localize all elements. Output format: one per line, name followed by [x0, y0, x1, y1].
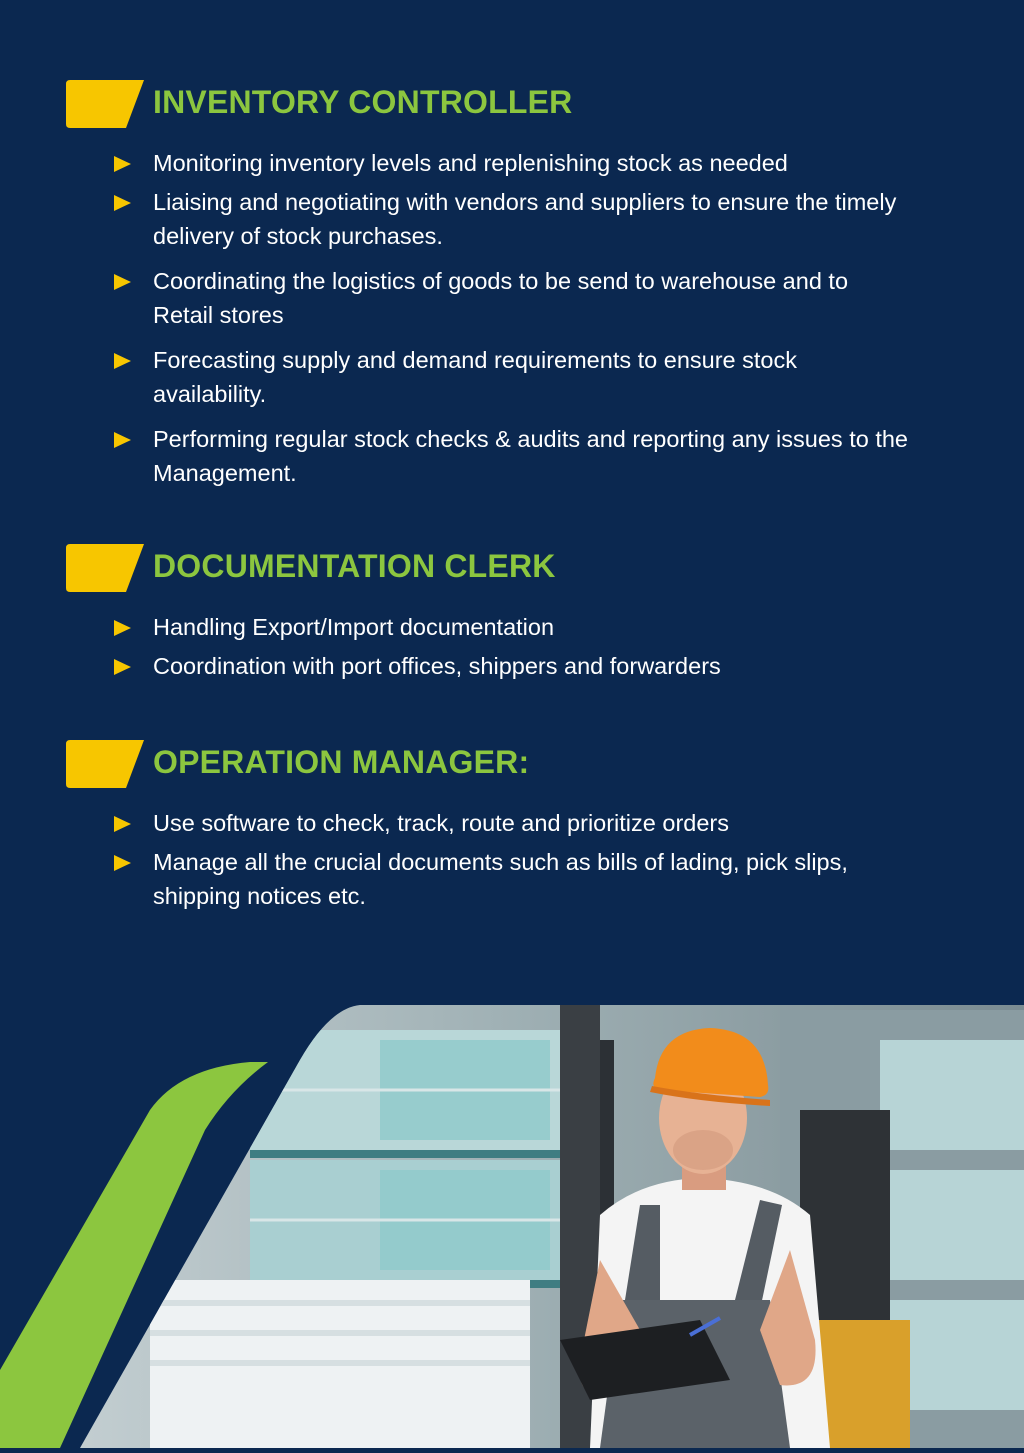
- list-item-text: Coordinating the logistics of goods to be send to warehouse and to Retail stores: [153, 268, 849, 328]
- list-item: [112, 845, 913, 913]
- warehouse-worker-photo: [0, 1000, 1024, 1448]
- bullet-list: [112, 806, 1012, 913]
- arrow-bullet-icon: [114, 353, 131, 369]
- heading-tag-icon: [66, 544, 146, 592]
- list-item-text: Performing regular stock checks & audits and reporting any issues to the Management.: [153, 426, 908, 486]
- arrow-bullet-icon: [114, 659, 131, 675]
- section-heading: DOCUMENTATION CLERK: [153, 548, 556, 584]
- list-item-text: Monitoring inventory levels and replenishing stock as needed: [153, 150, 788, 176]
- list-item-text: Use software to check, track, route and prioritize orders: [153, 810, 729, 836]
- arrow-bullet-icon: [114, 855, 131, 871]
- section-inventory-controller: [66, 80, 966, 495]
- list-item-text: Liaising and negotiating with vendors and suppliers to ensure the timely delivery of stock purchases.: [153, 189, 897, 249]
- list-item: [112, 806, 913, 840]
- section-heading: OPERATION MANAGER:: [153, 744, 530, 780]
- bullet-list: [112, 610, 1012, 683]
- list-item: [112, 264, 913, 332]
- section-heading-row: [66, 80, 966, 130]
- section-documentation-clerk: [66, 544, 966, 688]
- section-heading-row: [66, 740, 966, 790]
- arrow-bullet-icon: [114, 620, 131, 636]
- heading-tag-icon: [66, 740, 146, 788]
- list-item: [112, 610, 913, 644]
- list-item: [112, 146, 913, 180]
- arrow-bullet-icon: [114, 816, 131, 832]
- list-item: [112, 649, 913, 683]
- list-item: [112, 185, 913, 253]
- list-item-text: Coordination with port offices, shippers and forwarders: [153, 653, 721, 679]
- arrow-bullet-icon: [114, 274, 131, 290]
- photo-area: [0, 1000, 1024, 1448]
- list-item-text: Handling Export/Import documentation: [153, 614, 555, 640]
- arrow-bullet-icon: [114, 432, 131, 448]
- section-heading-row: [66, 544, 966, 594]
- list-item: [112, 422, 913, 490]
- arrow-bullet-icon: [114, 195, 131, 211]
- section-heading: INVENTORY CONTROLLER: [153, 84, 573, 120]
- section-operation-manager: [66, 740, 966, 918]
- list-item: [112, 343, 913, 411]
- list-item-text: Manage all the crucial documents such as bills of lading, pick slips, shipping notices etc.: [153, 849, 848, 909]
- heading-tag-icon: [66, 80, 146, 128]
- arrow-bullet-icon: [114, 156, 131, 172]
- bullet-list: [112, 146, 1012, 490]
- list-item-text: Forecasting supply and demand requirements to ensure stock availability.: [153, 347, 797, 407]
